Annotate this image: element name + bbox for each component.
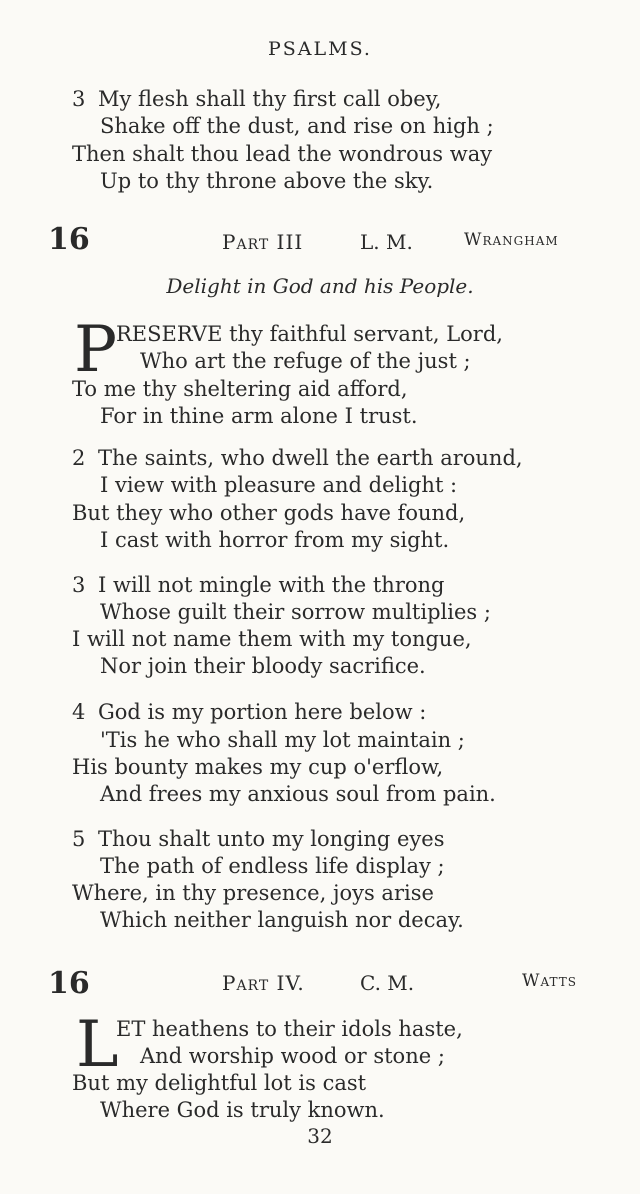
- verse-line: Then shalt thou lead the wondrous way: [72, 142, 493, 166]
- hymn-number: 16: [48, 966, 90, 1001]
- stanza-number: 3: [72, 573, 86, 597]
- verse-line: To me thy sheltering aid afford,: [72, 377, 408, 401]
- verse-line: But they who other gods have found,: [72, 501, 466, 525]
- verse-line: 'Tis he who shall my lot maintain ;: [100, 728, 465, 752]
- verse-line: Who art the refuge of the just ;: [140, 349, 471, 373]
- verse-line: RESERVE thy faithful servant, Lord,: [116, 322, 503, 346]
- verse-line: 4 God is my portion here below :: [72, 700, 427, 724]
- verse-line: For in thine arm alone I trust.: [100, 404, 418, 428]
- stanza-number: 2: [72, 446, 86, 470]
- verse-line: 5 Thou shalt unto my longing eyes: [72, 827, 445, 851]
- hymn-meter: C. M.: [360, 971, 415, 995]
- page-number: 32: [307, 1124, 333, 1148]
- running-head: PSALMS.: [268, 38, 372, 60]
- hymn-part: Part IV.: [222, 971, 305, 995]
- stanza-number: 4: [72, 700, 86, 724]
- verse-line: Which neither languish nor decay.: [100, 908, 464, 932]
- verse-line: 3 My flesh shall thy first call obey,: [72, 87, 442, 111]
- verse-line: His bounty makes my cup o'erflow,: [72, 755, 444, 779]
- hymn-number: 16: [48, 222, 90, 257]
- hymn-author: Wrangham: [464, 230, 559, 250]
- verse-line: The path of endless life display ;: [100, 854, 445, 878]
- hymn-author: Watts: [522, 971, 577, 991]
- verse-line: Where, in thy presence, joys arise: [72, 881, 434, 905]
- verse-line: ET heathens to their idols haste,: [116, 1017, 463, 1041]
- stanza-number: 5: [72, 827, 86, 851]
- hymn-subtitle: Delight in God and his People.: [166, 274, 474, 298]
- verse-line: I will not name them with my tongue,: [72, 627, 472, 651]
- verse-line: I cast with horror from my sight.: [100, 528, 450, 552]
- verse-line: Where God is truly known.: [100, 1098, 385, 1122]
- verse-line: But my delightful lot is cast: [72, 1071, 367, 1095]
- drop-cap: P: [74, 313, 118, 387]
- verse-line: And worship wood or stone ;: [140, 1044, 445, 1068]
- hymn-part: Part III: [222, 230, 304, 254]
- verse-line: Up to thy throne above the sky.: [100, 169, 434, 193]
- hymn-meter: L. M.: [360, 230, 413, 254]
- stanza-number: 3: [72, 87, 86, 111]
- verse-line: I view with pleasure and delight :: [100, 473, 458, 497]
- verse-line: 3 I will not mingle with the throng: [72, 573, 445, 597]
- drop-cap: L: [76, 1008, 119, 1082]
- verse-line: Whose guilt their sorrow multiplies ;: [100, 600, 491, 624]
- verse-line: And frees my anxious soul from pain.: [100, 782, 496, 806]
- verse-line: 2 The saints, who dwell the earth around,: [72, 446, 523, 470]
- verse-line: Nor join their bloody sacrifice.: [100, 654, 426, 678]
- verse-line: Shake off the dust, and rise on high ;: [100, 114, 494, 138]
